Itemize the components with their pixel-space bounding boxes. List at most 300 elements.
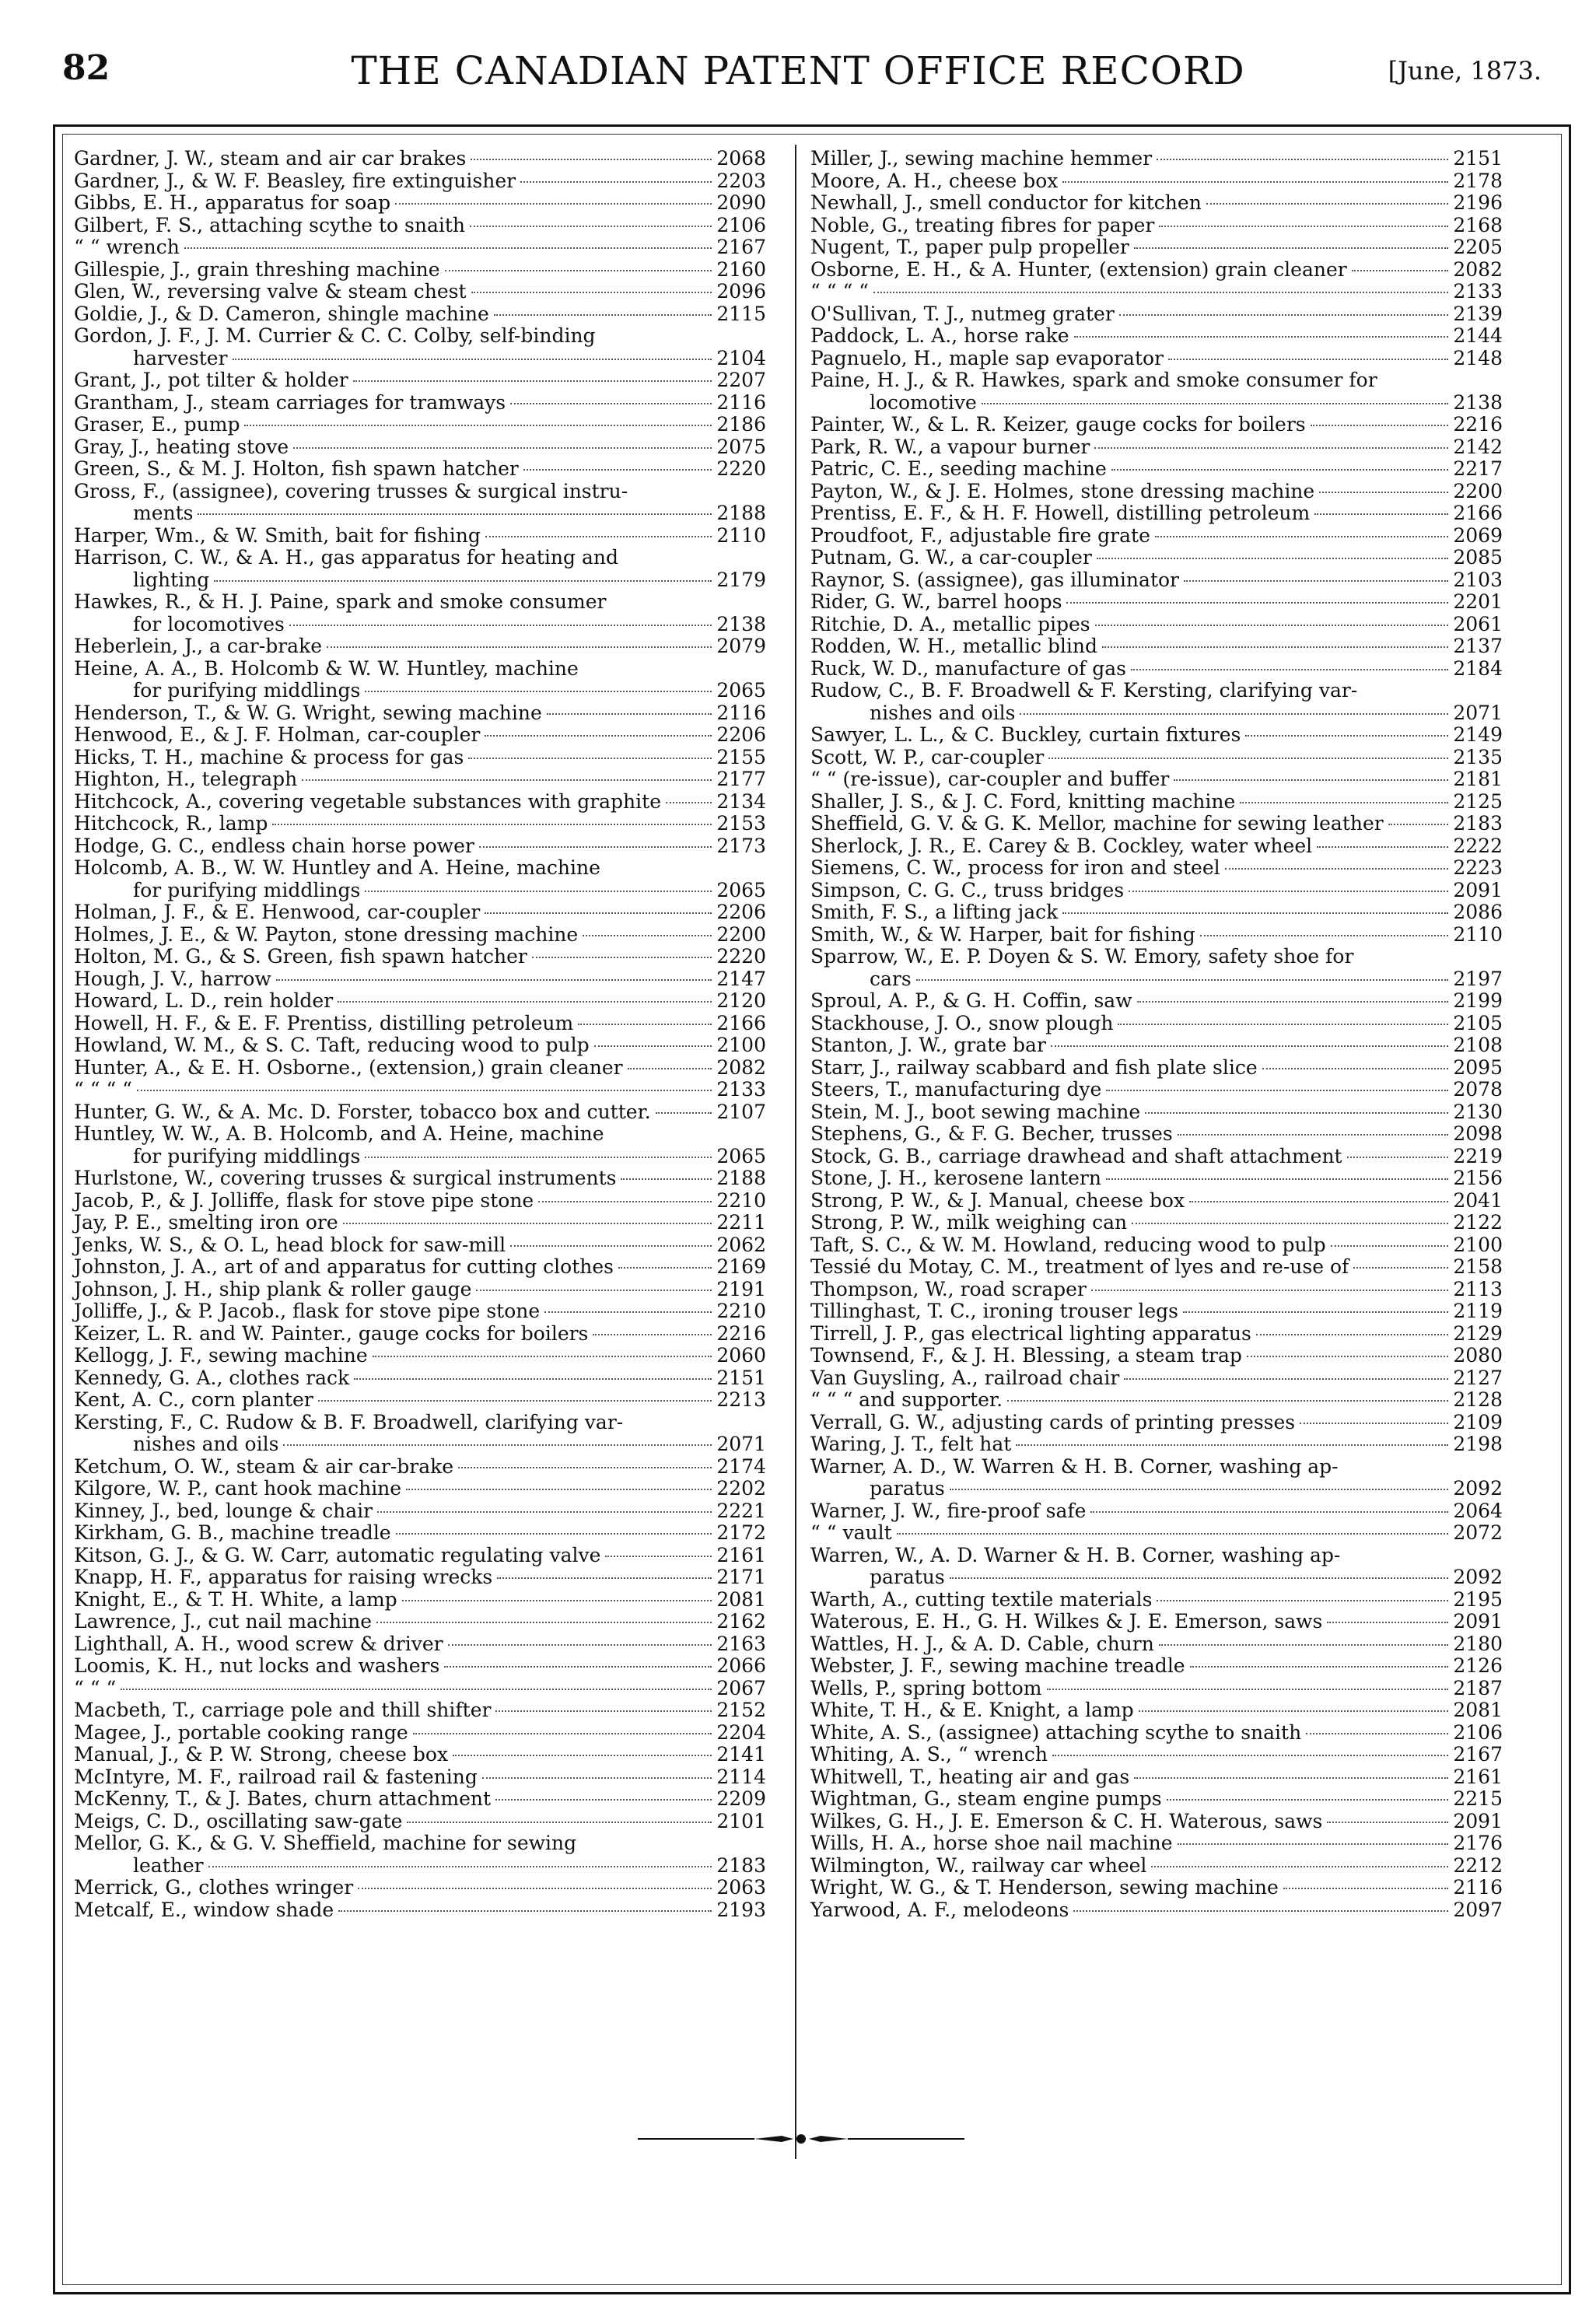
patent-number: 2151 <box>716 1366 766 1389</box>
patent-number: 2186 <box>716 413 766 436</box>
entry-text: paratus <box>870 1477 945 1500</box>
entry-text: Warren, W., A. D. Warner & H. B. Corner, washing ap- <box>810 1543 1341 1566</box>
dot-leader <box>495 1710 712 1712</box>
dot-leader <box>244 425 712 426</box>
index-entry <box>74 192 766 215</box>
dot-leader <box>497 1577 712 1579</box>
entry-text: “ “ vault <box>810 1521 892 1544</box>
entry-text: Merrick, G., clothes wringer <box>74 1876 354 1899</box>
entry-text: harvester <box>133 346 228 369</box>
dot-leader <box>1052 1755 1448 1756</box>
entry-text: Knight, E., & T. H. White, a lamp <box>74 1587 397 1611</box>
dot-leader <box>1331 1245 1449 1247</box>
dot-leader <box>1353 1267 1448 1269</box>
index-entry <box>810 1412 1503 1434</box>
dot-leader <box>1183 1311 1448 1313</box>
entry-text: Miller, J., sewing machine hemmer <box>810 147 1153 170</box>
entry-text: Scott, W. P., car-coupler <box>810 745 1045 768</box>
entry-text: Tirrell, J. P., gas electrical lighting apparatus <box>810 1321 1251 1345</box>
index-entry <box>74 968 766 991</box>
entry-text: O'Sullivan, T. J., nutmeg grater <box>810 302 1115 325</box>
patent-number: 2135 <box>1453 745 1503 768</box>
dot-leader <box>1118 1024 1448 1025</box>
entry-text: Holman, J. F., & E. Henwood, car-coupler <box>74 901 481 923</box>
patent-number: 2063 <box>716 1876 766 1899</box>
patent-number: 2097 <box>1453 1898 1503 1921</box>
patent-number: 2177 <box>716 768 766 790</box>
dot-leader <box>1174 779 1448 781</box>
entry-text: Kilgore, W. P., cant hook machine <box>74 1477 402 1500</box>
dot-leader <box>1091 1290 1449 1291</box>
entry-text: Sheffield, G. V. & G. K. Mellor, machine for sewing leather <box>810 812 1384 835</box>
entry-text: Sparrow, W., E. P. Doyen & S. W. Emory, safety shoe for <box>810 945 1354 968</box>
entry-text: Johnston, J. A., art of and apparatus for cutting clothes <box>74 1255 614 1278</box>
patent-number: 2166 <box>716 1011 766 1034</box>
patent-number: 2114 <box>716 1765 766 1788</box>
index-entry <box>74 768 766 791</box>
dot-leader <box>1200 935 1449 936</box>
patent-number: 2068 <box>716 147 766 170</box>
entry-text: White, T. H., & E. Knight, a lamp <box>810 1699 1134 1721</box>
entry-text: Wright, W. G., & T. Henderson, sewing machine <box>810 1876 1279 1899</box>
patent-number: 2171 <box>716 1566 766 1588</box>
index-entry <box>74 924 766 947</box>
entry-text: Gillespie, J., grain threshing machine <box>74 257 440 281</box>
patent-number: 2065 <box>716 878 766 901</box>
patent-number: 2167 <box>716 236 766 258</box>
dot-leader <box>327 646 712 648</box>
index-entry <box>810 768 1503 791</box>
dot-leader <box>1159 1644 1449 1646</box>
dot-leader <box>1134 1777 1448 1779</box>
index-column-left <box>74 148 766 1921</box>
dot-leader <box>1327 1822 1448 1823</box>
dot-leader <box>402 1600 712 1601</box>
index-entry <box>810 569 1503 592</box>
patent-number: 2065 <box>716 1144 766 1167</box>
entry-text: Rider, G. W., barrel hoops <box>810 590 1062 613</box>
index-entry <box>810 1034 1503 1057</box>
index-entry <box>810 1389 1503 1412</box>
index-entry <box>810 1811 1503 1833</box>
index-entry <box>810 325 1503 348</box>
index-entry <box>810 1256 1503 1279</box>
patent-number: 2107 <box>716 1100 766 1123</box>
entry-text: Smith, F. S., a lifting jack <box>810 901 1059 923</box>
entry-text: Glen, W., reversing valve & steam chest <box>74 280 467 303</box>
entry-text: Kinney, J., bed, lounge & chair <box>74 1499 373 1522</box>
dot-leader <box>1016 1444 1448 1446</box>
index-entry <box>74 791 766 814</box>
entry-text: McKenny, T., & J. Bates, churn attachment <box>74 1787 492 1810</box>
index-entry <box>810 458 1503 481</box>
patent-number: 2193 <box>716 1898 766 1921</box>
dot-leader <box>479 846 712 848</box>
entry-text: Payton, W., & J. E. Holmes, stone dressing machine <box>810 479 1315 502</box>
entry-text: Highton, H., telegraph <box>74 768 298 790</box>
index-entry <box>810 1633 1503 1656</box>
entry-text: “ “ wrench <box>74 236 180 258</box>
patent-number: 2105 <box>1453 1011 1503 1034</box>
dot-leader <box>376 1622 712 1623</box>
index-entry <box>74 1678 766 1700</box>
index-entry <box>810 1655 1503 1678</box>
dot-leader <box>1157 159 1448 160</box>
entry-text: Gordon, J. F., J. M. Currier & C. C. Colby, self-binding <box>74 324 596 347</box>
entry-text: Metcalf, E., window shade <box>74 1898 334 1921</box>
patent-number: 2204 <box>716 1720 766 1744</box>
index-entry <box>810 1899 1503 1922</box>
patent-number: 2181 <box>1453 768 1503 790</box>
dot-leader <box>1256 1334 1449 1335</box>
dot-leader <box>1106 1090 1448 1091</box>
index-entry <box>810 747 1503 769</box>
index-entry <box>810 635 1503 658</box>
patent-number: 2082 <box>716 1055 766 1079</box>
entry-text: Macbeth, T., carriage pole and thill shifter <box>74 1699 492 1721</box>
index-entry <box>74 1611 766 1633</box>
index-entry <box>74 414 766 436</box>
index-entry <box>74 658 766 702</box>
patent-number: 2158 <box>1453 1255 1503 1278</box>
index-entry <box>74 1722 766 1745</box>
dot-leader <box>1262 1068 1449 1069</box>
index-entry <box>810 1212 1503 1234</box>
patent-number: 2149 <box>1453 723 1503 746</box>
dot-leader <box>950 1489 1449 1490</box>
index-entry <box>74 1478 766 1500</box>
dot-leader <box>214 580 712 582</box>
dot-leader <box>293 447 712 449</box>
index-entry <box>74 591 766 635</box>
patent-number: 2169 <box>716 1255 766 1278</box>
dot-leader <box>1094 447 1448 449</box>
dot-leader <box>365 691 712 692</box>
dot-leader <box>1157 1600 1448 1601</box>
dot-leader <box>1090 1511 1448 1513</box>
index-entry <box>74 1101 766 1124</box>
dot-leader <box>1106 1178 1448 1180</box>
dot-leader <box>448 1644 712 1646</box>
patent-number: 2221 <box>716 1499 766 1522</box>
entry-text: for purifying middlings <box>133 679 361 702</box>
dot-leader <box>621 1178 712 1180</box>
entry-text: Pagnuelo, H., maple sap evaporator <box>810 346 1164 369</box>
issue-date: [June, 1873. <box>1388 56 1542 86</box>
entry-text: Loomis, K. H., nut locks and washers <box>74 1654 440 1677</box>
index-entry <box>74 1699 766 1722</box>
dot-leader <box>1317 846 1448 848</box>
patent-number: 2166 <box>1453 502 1503 524</box>
entry-text: Wattles, H. J., & A. D. Cable, churn <box>810 1632 1154 1655</box>
index-entry <box>74 1832 766 1877</box>
entry-text: Kennedy, G. A., clothes rack <box>74 1366 350 1389</box>
patent-number: 2062 <box>716 1233 766 1256</box>
entry-text: Webster, J. F., sewing machine treadle <box>810 1654 1185 1677</box>
index-entry <box>74 259 766 282</box>
entry-text: Magee, J., portable cooking range <box>74 1720 408 1744</box>
index-entry <box>810 1589 1503 1612</box>
dot-leader <box>1020 713 1448 715</box>
entry-text: Paine, H. J., & R. Hawkes, spark and smoke consumer for <box>810 369 1377 391</box>
entry-text: Lawrence, J., cut nail machine <box>74 1610 373 1633</box>
index-entry <box>74 1899 766 1922</box>
dot-leader <box>1048 758 1448 759</box>
dot-leader <box>353 380 712 382</box>
dot-leader <box>343 1223 712 1224</box>
index-entry <box>74 1788 766 1811</box>
patent-number: 2212 <box>1453 1853 1503 1877</box>
patent-number: 2138 <box>716 612 766 635</box>
patent-number: 2065 <box>716 679 766 702</box>
patent-number: 2116 <box>1453 1876 1503 1899</box>
dot-leader <box>365 891 712 892</box>
entry-text: Gray, J., heating stove <box>74 435 289 458</box>
index-entry <box>74 1545 766 1567</box>
patent-number: 2133 <box>716 1078 766 1101</box>
patent-number: 2116 <box>716 701 766 724</box>
dot-leader <box>318 1400 712 1402</box>
index-entry <box>810 901 1503 924</box>
entry-text: Johnson, J. H., ship plank & roller gauge <box>74 1277 472 1300</box>
index-entry <box>810 281 1503 303</box>
dot-leader <box>583 935 712 936</box>
index-entry <box>74 1279 766 1301</box>
entry-text: Verrall, G. W., adjusting cards of printing presses <box>810 1410 1296 1433</box>
index-entry <box>74 1566 766 1589</box>
dot-leader <box>485 536 712 537</box>
index-entry <box>810 1057 1503 1080</box>
index-entry <box>810 791 1503 814</box>
dot-leader <box>510 403 712 404</box>
index-entry <box>810 1190 1503 1213</box>
patent-number: 2206 <box>716 723 766 746</box>
index-entry <box>74 1256 766 1279</box>
dot-leader <box>338 1910 712 1912</box>
dot-leader <box>445 270 712 271</box>
dot-leader <box>982 403 1449 404</box>
patent-number: 2041 <box>1453 1188 1503 1212</box>
entry-text: Sherlock, J. R., E. Carey & B. Cockley, water wheel <box>810 834 1313 857</box>
index-entry <box>74 1234 766 1257</box>
entry-text: “ “ “ <box>74 1676 117 1699</box>
dot-leader <box>1074 336 1449 338</box>
entry-text: Howard, L. D., rein holder <box>74 989 334 1012</box>
dot-leader <box>532 957 712 958</box>
index-entry <box>810 1522 1503 1545</box>
entry-text: Huntley, W. W., A. B. Holcomb, and A. Heine, machine <box>74 1122 604 1145</box>
dot-leader <box>547 713 712 715</box>
entry-text: Henwood, E., & J. F. Holman, car-coupler <box>74 723 481 746</box>
patent-number: 2197 <box>1453 967 1503 990</box>
dot-leader <box>873 292 1448 293</box>
patent-number: 2153 <box>716 812 766 835</box>
index-entry <box>810 990 1503 1013</box>
index-column-right <box>810 148 1503 1921</box>
patent-number: 2167 <box>1453 1743 1503 1766</box>
dot-leader <box>1190 1666 1449 1668</box>
entry-text: Hicks, T. H., machine & process for gas <box>74 745 464 768</box>
entry-text: lighting <box>133 568 210 591</box>
dot-leader <box>485 735 712 737</box>
patent-number: 2151 <box>1453 147 1503 170</box>
dot-leader <box>628 1068 712 1069</box>
patent-number: 2071 <box>716 1433 766 1455</box>
entry-text: for locomotives <box>133 612 285 635</box>
patent-number: 2222 <box>1453 834 1503 857</box>
dot-leader <box>373 1356 712 1357</box>
dot-leader <box>1102 646 1448 648</box>
entry-text: Stone, J. H., kerosene lantern <box>810 1167 1101 1189</box>
entry-text: Raynor, S. (assignee), gas illuminator <box>810 568 1179 591</box>
entry-text: Putnam, G. W., a car-coupler <box>810 546 1092 569</box>
index-entry <box>74 1412 766 1456</box>
patent-number: 2075 <box>716 435 766 458</box>
entry-text: Warner, J. W., fire-proof safe <box>810 1499 1087 1522</box>
entry-text: Yarwood, A. F., melodeons <box>810 1898 1069 1921</box>
patent-number: 2100 <box>716 1034 766 1056</box>
dot-leader <box>594 1045 712 1047</box>
entry-text: Howland, W. M., & S. C. Taft, reducing wood to pulp <box>74 1034 590 1056</box>
dot-leader <box>354 1378 712 1380</box>
dot-leader <box>1007 1400 1448 1402</box>
dot-leader <box>1347 1157 1449 1158</box>
index-entry <box>810 1456 1503 1500</box>
dot-leader <box>276 979 712 981</box>
dot-leader <box>1388 824 1449 825</box>
index-entry <box>74 1013 766 1035</box>
entry-text: Kitson, G. J., & G. W. Carr, automatic regulating valve <box>74 1543 601 1566</box>
index-entry <box>74 1057 766 1080</box>
patent-number: 2162 <box>716 1610 766 1633</box>
entry-text: Stein, M. J., boot sewing machine <box>810 1100 1141 1123</box>
dot-leader <box>470 226 712 227</box>
patent-number: 2081 <box>716 1587 766 1611</box>
entry-text: Holton, M. G., & S. Green, fish spawn hatcher <box>74 945 527 968</box>
dot-leader <box>458 1467 712 1468</box>
entry-text: Wills, H. A., horse shoe nail machine <box>810 1832 1173 1854</box>
index-entry <box>74 1655 766 1678</box>
entry-text: Whiting, A. S., “ wrench <box>810 1743 1048 1766</box>
entry-text: Hawkes, R., & H. J. Paine, spark and smoke consumer <box>74 590 607 613</box>
patent-number: 2160 <box>716 257 766 281</box>
dot-leader <box>1168 359 1448 360</box>
patent-number: 2161 <box>1453 1765 1503 1788</box>
entry-text: Green, S., & M. J. Holton, fish spawn hatcher <box>74 457 519 480</box>
patent-number: 2098 <box>1453 1122 1503 1145</box>
index-entry <box>810 547 1503 569</box>
dot-leader <box>1327 1622 1448 1623</box>
index-entry <box>810 1832 1503 1855</box>
entry-text: Waring, J. T., felt hat <box>810 1433 1012 1455</box>
patent-number: 2134 <box>716 789 766 813</box>
entry-text: Gilbert, F. S., attaching scythe to snaith <box>74 213 465 236</box>
dot-leader <box>1184 580 1448 582</box>
index-entry <box>74 236 766 259</box>
patent-number: 2091 <box>1453 1610 1503 1633</box>
patent-number: 2216 <box>716 1321 766 1345</box>
patent-number: 2133 <box>1453 280 1503 303</box>
dot-leader <box>1132 1223 1448 1224</box>
entry-text: Osborne, E. H., & A. Hunter, (extension) grain cleaner <box>810 257 1347 281</box>
patent-number: 2138 <box>1453 390 1503 414</box>
index-entry <box>810 1433 1503 1456</box>
index-entry <box>74 215 766 237</box>
index-entry <box>74 170 766 193</box>
entry-text: Ketchum, O. W., steam & air car-brake <box>74 1454 454 1478</box>
patent-number: 2109 <box>1453 1410 1503 1433</box>
patent-number: 2191 <box>716 1277 766 1300</box>
patent-number: 2128 <box>1453 1388 1503 1411</box>
dot-leader <box>1240 802 1448 803</box>
patent-number: 2201 <box>1453 590 1503 613</box>
index-entry <box>810 1234 1503 1257</box>
index-entry <box>810 236 1503 259</box>
patent-number: 2071 <box>1453 701 1503 724</box>
dot-leader <box>1047 1689 1449 1690</box>
index-entry <box>74 525 766 548</box>
index-entry <box>810 170 1503 193</box>
patent-number: 2122 <box>1453 1211 1503 1234</box>
patent-number: 2095 <box>1453 1055 1503 1079</box>
entry-text: nishes and oils <box>870 701 1016 724</box>
column-divider <box>795 145 796 2159</box>
index-entry <box>74 325 766 369</box>
dot-leader <box>538 1201 712 1202</box>
index-entry <box>74 724 766 747</box>
patent-number: 2060 <box>716 1344 766 1367</box>
dot-leader <box>444 1666 712 1668</box>
entry-text: Kellogg, J. F., sewing machine <box>74 1344 368 1367</box>
index-entry <box>74 281 766 303</box>
entry-text: Kirkham, G. B., machine treadle <box>74 1521 391 1544</box>
entry-text: Jenks, W. S., & O. L, head block for saw-mill <box>74 1233 506 1256</box>
entry-text: “ “ “ “ <box>74 1078 132 1101</box>
patent-number: 2125 <box>1453 789 1503 813</box>
patent-number: 2179 <box>716 568 766 591</box>
entry-text: Harrison, C. W., & A. H., gas apparatus for heating and <box>74 546 618 569</box>
patent-number: 2130 <box>1453 1100 1503 1123</box>
index-entry <box>810 880 1503 902</box>
patent-number: 2174 <box>716 1454 766 1478</box>
index-entry <box>74 1034 766 1057</box>
index-entry <box>810 348 1503 370</box>
entry-text: Simpson, C. G. C., truss bridges <box>810 878 1125 901</box>
patent-number: 2155 <box>716 745 766 768</box>
dot-leader <box>593 1334 712 1335</box>
entry-text: Wilmington, W., railway car wheel <box>810 1853 1147 1877</box>
entry-text: Moore, A. H., cheese box <box>810 169 1059 192</box>
index-entry <box>810 215 1503 237</box>
entry-text: Gibbs, E. H., apparatus for soap <box>74 191 391 214</box>
index-entry <box>74 1744 766 1766</box>
index-entry <box>810 1123 1503 1146</box>
dot-leader <box>471 292 712 293</box>
index-entry <box>74 990 766 1013</box>
patent-number: 2161 <box>716 1543 766 1566</box>
patent-number: 2079 <box>716 635 766 657</box>
entry-text: Hunter, G. W., & A. Mc. D. Forster, tobacco box and cutter. <box>74 1100 651 1123</box>
index-entry <box>810 835 1503 858</box>
index-entry <box>74 1367 766 1390</box>
patent-number: 2168 <box>1453 213 1503 236</box>
dot-leader <box>485 912 712 914</box>
entry-text: Rodden, W. H., metallic blind <box>810 635 1098 657</box>
dot-leader <box>618 1267 712 1269</box>
dot-leader <box>468 758 712 759</box>
patent-number: 2217 <box>1453 457 1503 480</box>
dot-leader <box>1134 247 1449 249</box>
